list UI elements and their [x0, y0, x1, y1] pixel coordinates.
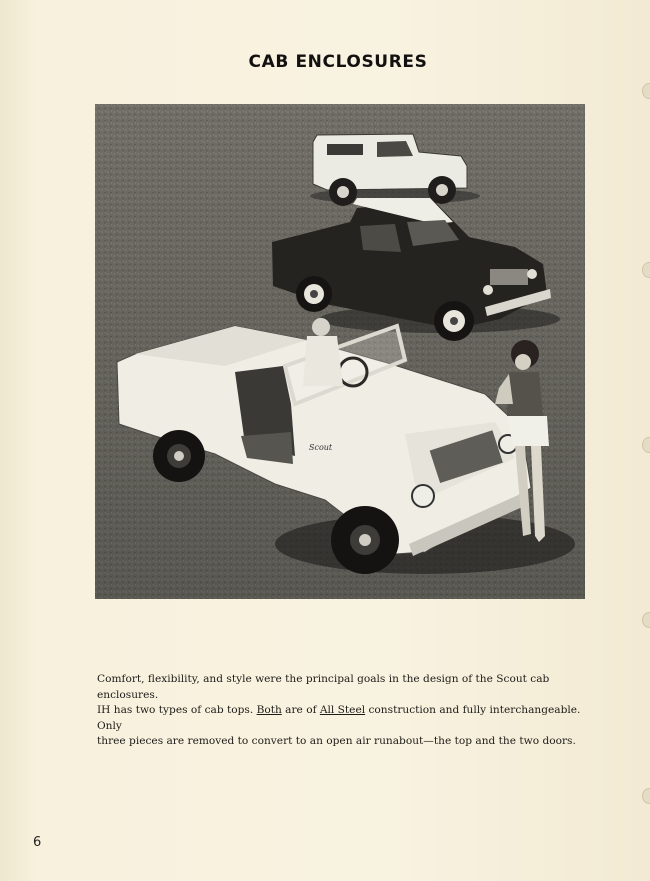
caption-line-1: Comfort, flexibility, and style were the principal goals in the design of the Scout cab enclosures.: [97, 673, 550, 701]
scout-badge-script: Scout: [309, 443, 333, 452]
caption-line-3: three pieces are removed to convert to an open air runabout—the top and the two doors.: [97, 735, 576, 747]
caption-line-2: [97, 703, 594, 734]
binder-hole: [642, 788, 650, 804]
page-number: 6: [33, 835, 42, 850]
caption-line-2-mid: are of: [281, 704, 320, 716]
binder-hole: [642, 83, 650, 99]
binder-hole: [642, 612, 650, 628]
page-title: CAB ENCLOSURES: [248, 52, 428, 72]
caption-line-2-end: construction and fully interchangeable. Only: [97, 704, 581, 732]
caption-emphasis-all-steel: All Steel: [319, 704, 366, 716]
photo-illustration: [95, 104, 585, 599]
scout-photograph: [95, 104, 585, 599]
caption-paragraph: [97, 672, 594, 750]
binder-hole: [642, 437, 650, 453]
binder-hole: [642, 262, 650, 278]
caption-emphasis-both: Both: [256, 704, 282, 716]
caption-line-2-start: IH has two types of cab tops.: [97, 704, 257, 716]
